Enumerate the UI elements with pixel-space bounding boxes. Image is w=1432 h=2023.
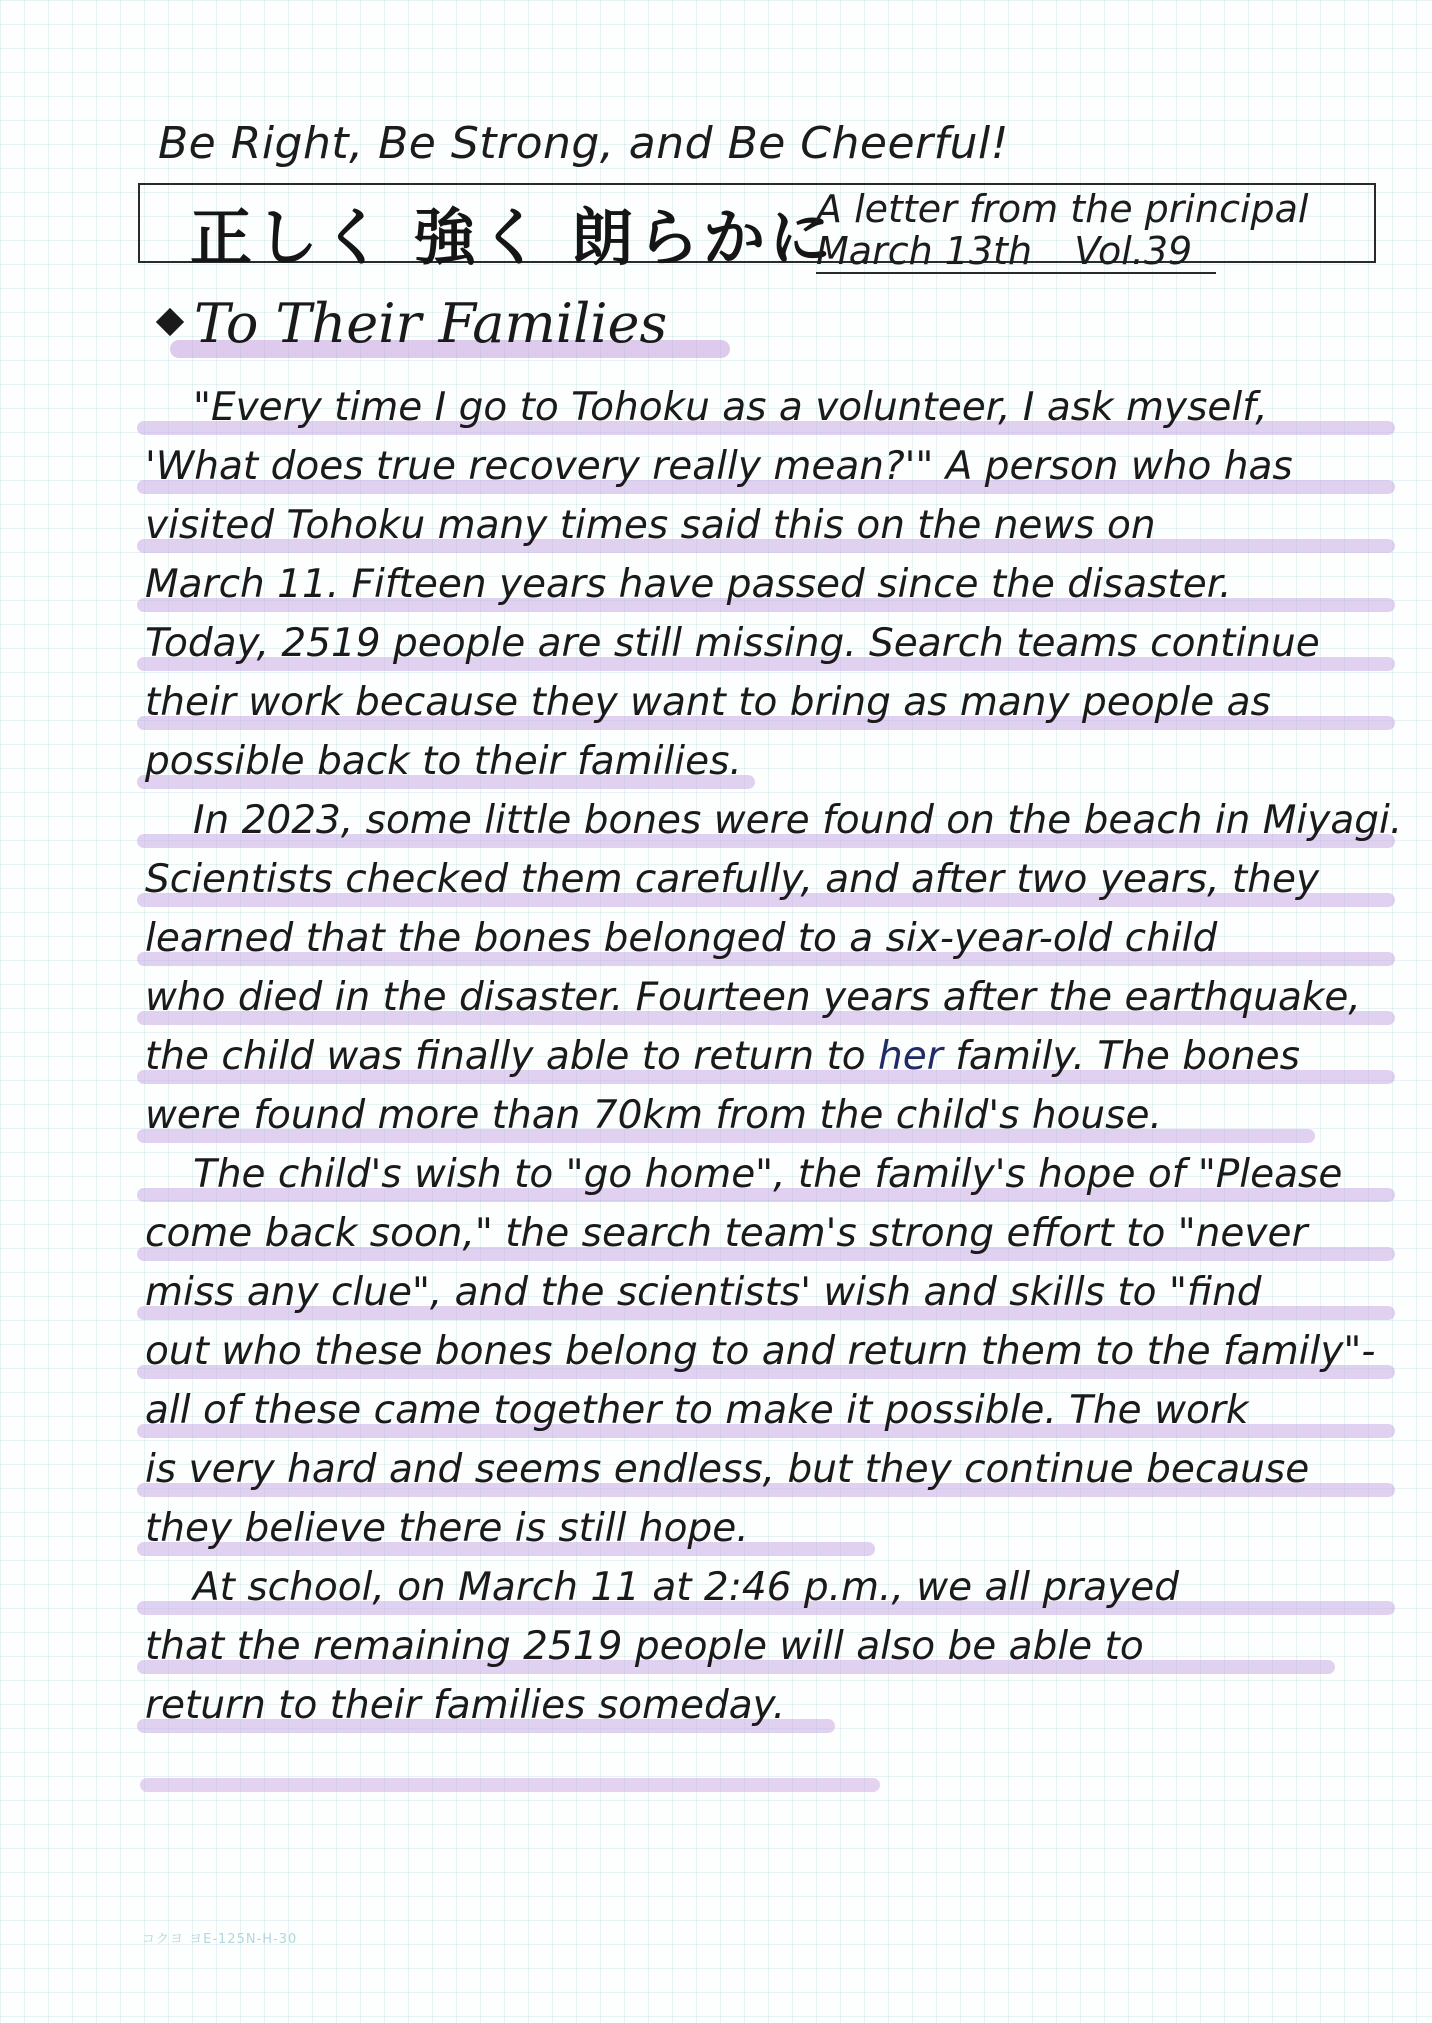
japanese-title: 正しく 強く 朗らかに: [190, 201, 836, 274]
body-line: visited Tohoku many times said this on the news on: [145, 496, 1395, 555]
body-line: March 11. Fifteen years have passed since the disaster.: [145, 555, 1395, 614]
highlighted-word-her: her: [878, 1034, 943, 1079]
body-line: return to their families someday.: [145, 1676, 1395, 1735]
body-line: all of these came together to make it possible. The work: [145, 1381, 1395, 1440]
letter-subtitle: A letter from the principal: [816, 187, 1309, 231]
closing-highlight: [140, 1778, 880, 1792]
body-line: learned that the bones belonged to a six-year-old child: [145, 909, 1395, 968]
header-underline: [816, 272, 1216, 274]
body-line: Scientists checked them carefully, and after two years, they: [145, 850, 1395, 909]
school-motto: Be Right, Be Strong, and Be Cheerful!: [158, 118, 1009, 169]
body-line: come back soon," the search team's strong effort to "never: [145, 1204, 1395, 1263]
letter-volume: Vol.39: [1074, 229, 1193, 273]
body-line: that the remaining 2519 people will also be able to: [145, 1617, 1395, 1676]
body-line: possible back to their families.: [145, 732, 1395, 791]
body-line: were found more than 70km from the child's house.: [145, 1086, 1395, 1145]
notebook-code: コクヨ ヨE-125N-H-30: [142, 1932, 298, 1947]
body-line: they believe there is still hope.: [145, 1499, 1395, 1558]
body-line: is very hard and seems endless, but they continue because: [145, 1440, 1395, 1499]
body-line: Today, 2519 people are still missing. Search teams continue: [145, 614, 1395, 673]
date-volume-line: [816, 230, 1308, 272]
header-info: [816, 188, 1308, 272]
body-line: who died in the disaster. Fourteen years after the earthquake,: [145, 968, 1395, 1027]
body-line: 'What does true recovery really mean?'" A person who has: [145, 437, 1395, 496]
section-title: [160, 292, 667, 355]
body-line: The child's wish to "go home", the family's hope of "Please: [145, 1145, 1395, 1204]
body-line: the child was finally able to return to her family. The bones: [145, 1027, 1395, 1086]
body-line: In 2023, some little bones were found on the beach in Miyagi.: [145, 791, 1395, 850]
body-line: out who these bones belong to and return them to the family"-: [145, 1322, 1395, 1381]
body-line: At school, on March 11 at 2:46 p.m., we all prayed: [145, 1558, 1395, 1617]
body-line: their work because they want to bring as many people as: [145, 673, 1395, 732]
body-line: miss any clue", and the scientists' wish and skills to "find: [145, 1263, 1395, 1322]
letter-body: [145, 378, 1403, 1735]
body-line: "Every time I go to Tohoku as a volunteer, I ask myself,: [145, 378, 1395, 437]
diamond-bullet-icon: [156, 308, 184, 336]
letter-date: March 13th: [816, 229, 1033, 273]
section-title-text: To Their Families: [194, 292, 668, 355]
